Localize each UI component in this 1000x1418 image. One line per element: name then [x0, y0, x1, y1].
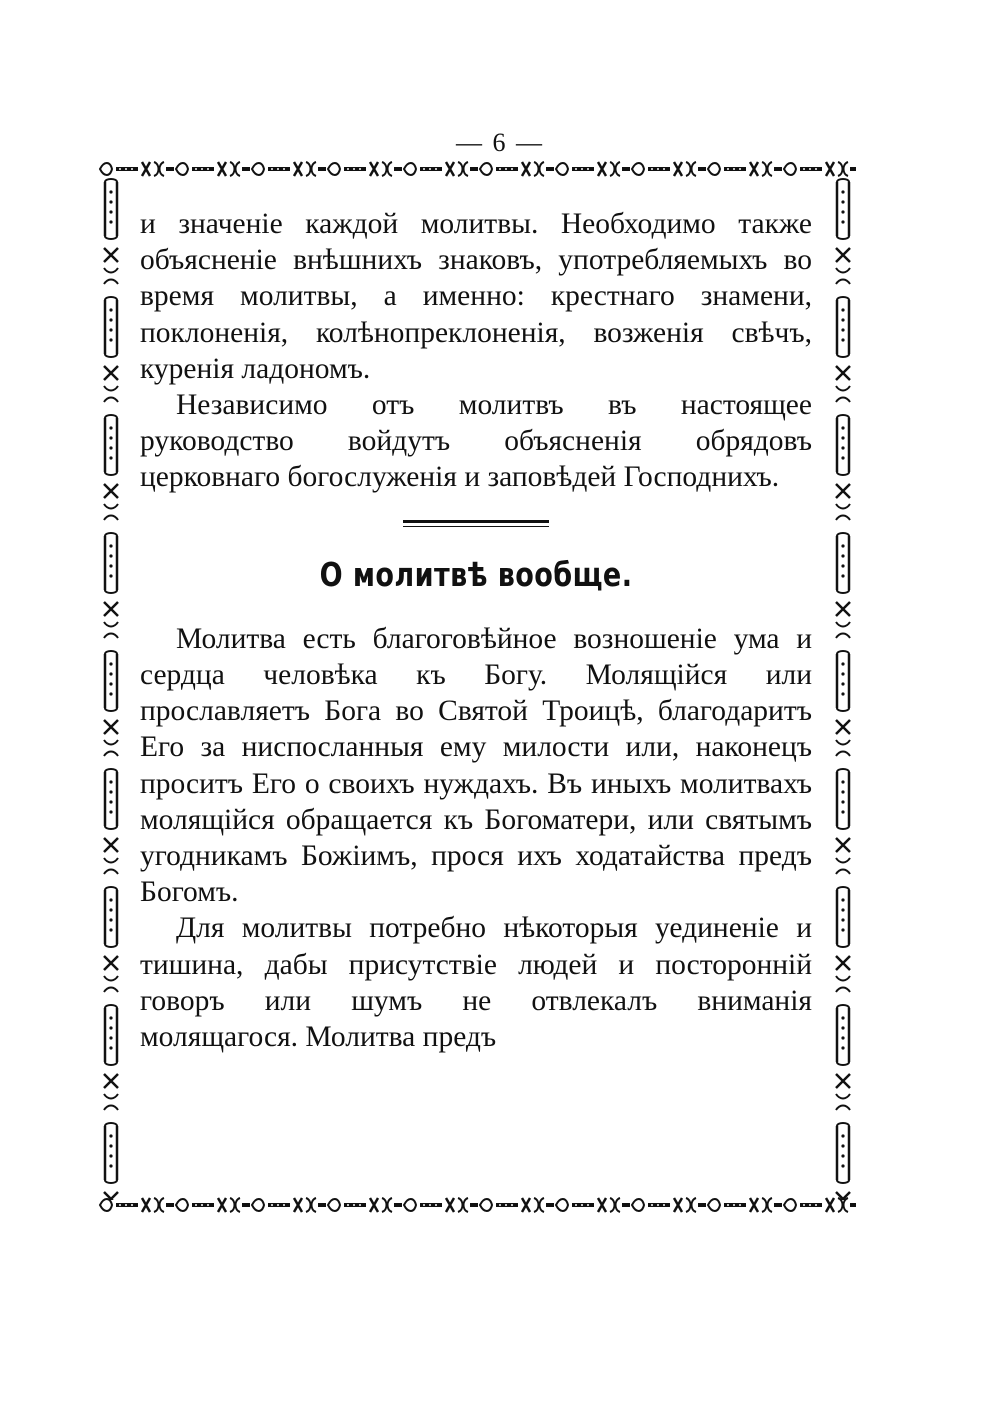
ornament-border-top [98, 158, 856, 180]
page-number: — 6 — [456, 128, 544, 157]
ornament-border-bottom [98, 1194, 856, 1216]
page-body [140, 206, 812, 1055]
paragraph: Независимо отъ молитвъ въ настоящее руководство войдутъ объясненія обрядовъ церковнаго богослуженія и заповѣдей Господнихъ. [140, 389, 812, 494]
section-divider [403, 520, 549, 527]
ornament-border-left [98, 176, 124, 1200]
paragraph: Для молитвы потребно нѣкоторыя уединеніе и тишина, дабы присутствіе людей и посторонній говоръ или шумъ не отвлекалъ вниманія молящагося. Молитва предъ [140, 912, 812, 1054]
paragraph-continuation: и значеніе каждой молитвы. Необходимо также объясненіе внѣшнихъ знаковъ, употребляемыхъ во время молитвы, а именно: крестнаго знамени, поклоненія, колѣнопреклоненія, возженія свѣчъ, куренія ладономъ. [140, 208, 812, 385]
ornament-border-right [830, 176, 856, 1200]
paragraph: Молитва есть благоговѣйное возношеніе ума и сердца человѣка къ Богу. Молящійся или прославляетъ Бога во Святой Троицѣ, благодаритъ Его за ниспосланныя ему милости или, наконецъ проситъ Его о своихъ нуждахъ. Въ иныхъ молитвахъ молящійся обращается къ Богоматери, или святымъ угодникамъ Божіимъ, прося ихъ ходатайства предъ Богомъ. [140, 622, 812, 909]
section-heading: О молитвѣ вообще. [319, 554, 633, 594]
